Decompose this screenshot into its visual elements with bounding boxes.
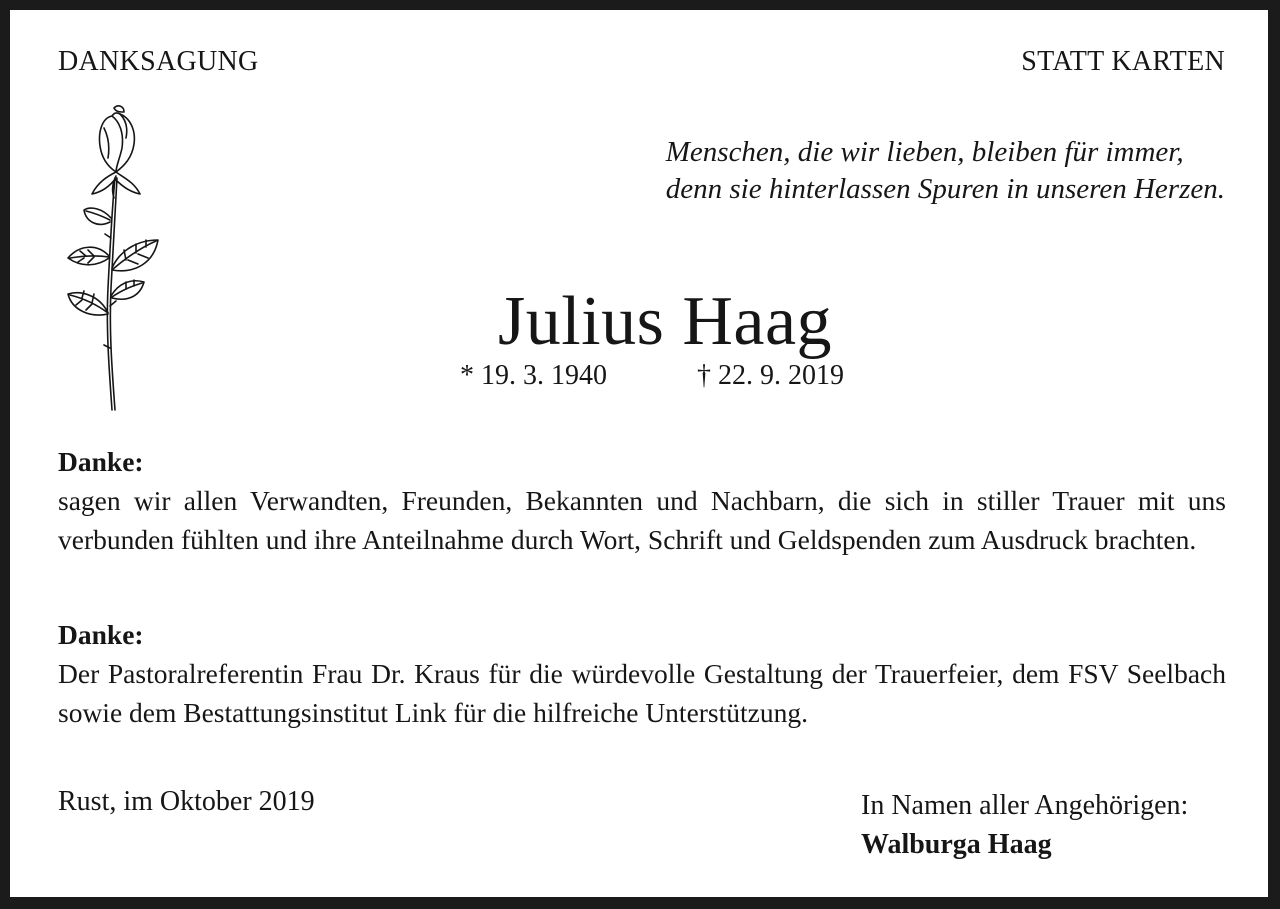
birth-date: * 19. 3. 1940: [460, 360, 607, 391]
thanks-paragraph-1: [58, 442, 1226, 559]
on-behalf-line: In Namen aller Angehörigen:: [861, 790, 1189, 821]
place-and-date: Rust, im Oktober 2019: [58, 786, 315, 817]
thanks-label: Danke:: [58, 446, 144, 477]
thanks-paragraph-2: [58, 615, 1226, 732]
heading-danksagung: DANKSAGUNG: [58, 46, 259, 77]
memorial-quote: [666, 134, 1225, 208]
heading-statt-karten: STATT KARTEN: [1021, 46, 1225, 77]
deceased-name: Julius Haag: [497, 283, 833, 360]
signature-block: [861, 786, 1188, 864]
quote-line-1: Menschen, die wir lieben, bleiben für immer,: [665, 136, 1184, 168]
thanks-label: Danke:: [58, 619, 144, 650]
death-date: † 22. 9. 2019: [697, 360, 844, 391]
thanks-text: sagen wir allen Verwandten, Freunden, Bekannten und Nachbarn, die sich in stiller Trauer mit uns verbunden fühlten und ihre Anteilnahme durch Wort, Schrift und Geldspenden zum Ausdruck brachten.: [58, 485, 1226, 555]
signer-name: Walburga Haag: [861, 829, 1052, 860]
rose-icon: [54, 98, 164, 413]
obituary-card: [10, 10, 1268, 897]
thanks-text: Der Pastoralreferentin Frau Dr. Kraus für die würdevolle Gestaltung der Trauerfeier, dem FSV Seelbach sowie dem Bestattungsinstitut Link für die hilfreiche Unterstützung.: [58, 658, 1226, 728]
quote-line-2: denn sie hinterlassen Spuren in unseren Herzen.: [665, 173, 1225, 205]
